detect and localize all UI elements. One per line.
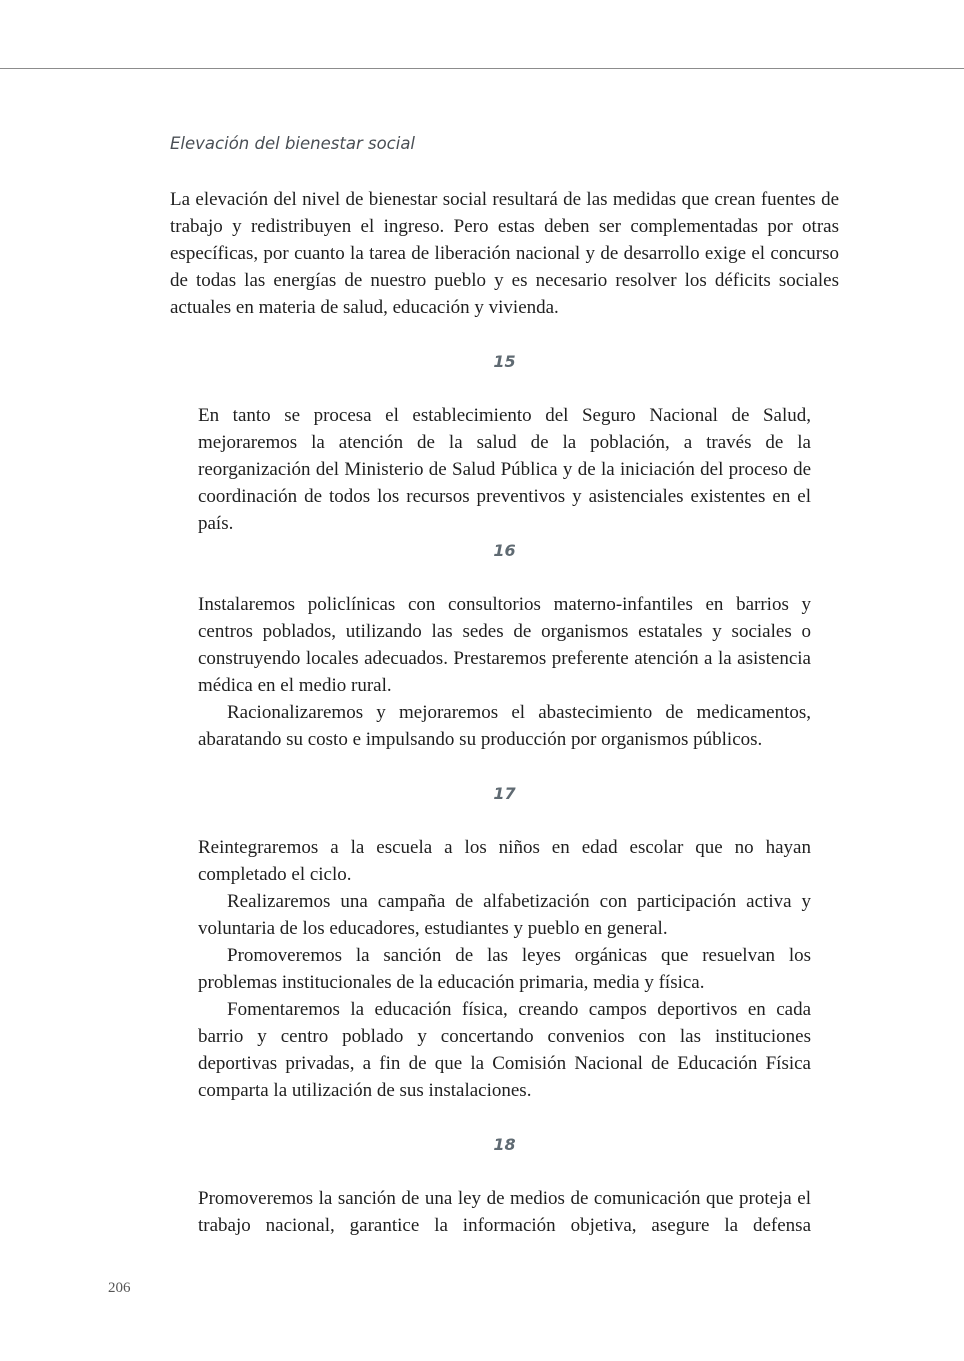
article-body-15 [198, 402, 811, 537]
article-paragraph: Reintegraremos a la escuela a los niños en edad escolar que no hayan completado el ciclo. [198, 837, 811, 885]
article-paragraph: Fomentaremos la educación física, creando campos deportivos en cada barrio y centro poblado y concertando convenios con las instituciones deportivas privadas, a fin de que la Comisión Nacional de Educación Física comparta la utilización de sus instalaciones. [198, 999, 811, 1101]
article-paragraph: Realizaremos una campaña de alfabetización con participación activa y voluntaria de los educadores, estudiantes y pueblo en general. [198, 891, 811, 939]
article-paragraph: Racionalizaremos y mejoraremos el abastecimiento de medicamentos, abaratando su costo e impulsando su producción por organismos públicos. [198, 702, 811, 750]
article-paragraph: Promoveremos la sanción de las leyes orgánicas que resuelvan los problemas institucionales de la educación primaria, media y física. [198, 945, 811, 993]
article-paragraph: Instalaremos policlínicas con consultorios materno-infantiles en barrios y centros poblados, utilizando las sedes de organismos estatales y sociales o construyendo locales adecuados. Prestaremos preferente atención a la asistencia médica en el medio rural. [198, 594, 811, 696]
article-number-15: 15 [493, 352, 516, 371]
article-number-16: 16 [493, 541, 516, 560]
article-paragraph: En tanto se procesa el establecimiento del Seguro Nacional de Salud, mejoraremos la atención de la salud de la población, a través de la reorganización del Ministerio de Salud Pública y de la iniciación del proceso de coordinación de todos los recursos preventivos y asistenciales existentes en el país. [198, 405, 811, 534]
section-heading: Elevación del bienestar social [170, 134, 416, 153]
page-number: 206 [108, 1280, 131, 1296]
article-body-18 [198, 1185, 811, 1239]
article-number-17: 17 [493, 784, 516, 803]
intro-paragraph: La elevación del nivel de bienestar social resultará de las medidas que crean fuentes de trabajo y redistribuyen el ingreso. Pero estas deben ser complementadas por otras específicas, por cuanto la tarea de liberación nacional y de desarrollo exige el concurso de todas las energías de nuestro pueblo y es necesario resolver los déficits sociales actuales en materia de salud, educación y vivienda. [170, 189, 839, 318]
article-number-18: 18 [493, 1135, 516, 1154]
article-body-16 [198, 591, 811, 753]
article-paragraph: Promoveremos la sanción de una ley de medios de comunicación que proteja el trabajo nacional, garantice la información objetiva, asegure la defensa [198, 1188, 811, 1236]
article-body-17 [198, 834, 811, 1104]
header-rule [0, 68, 964, 69]
